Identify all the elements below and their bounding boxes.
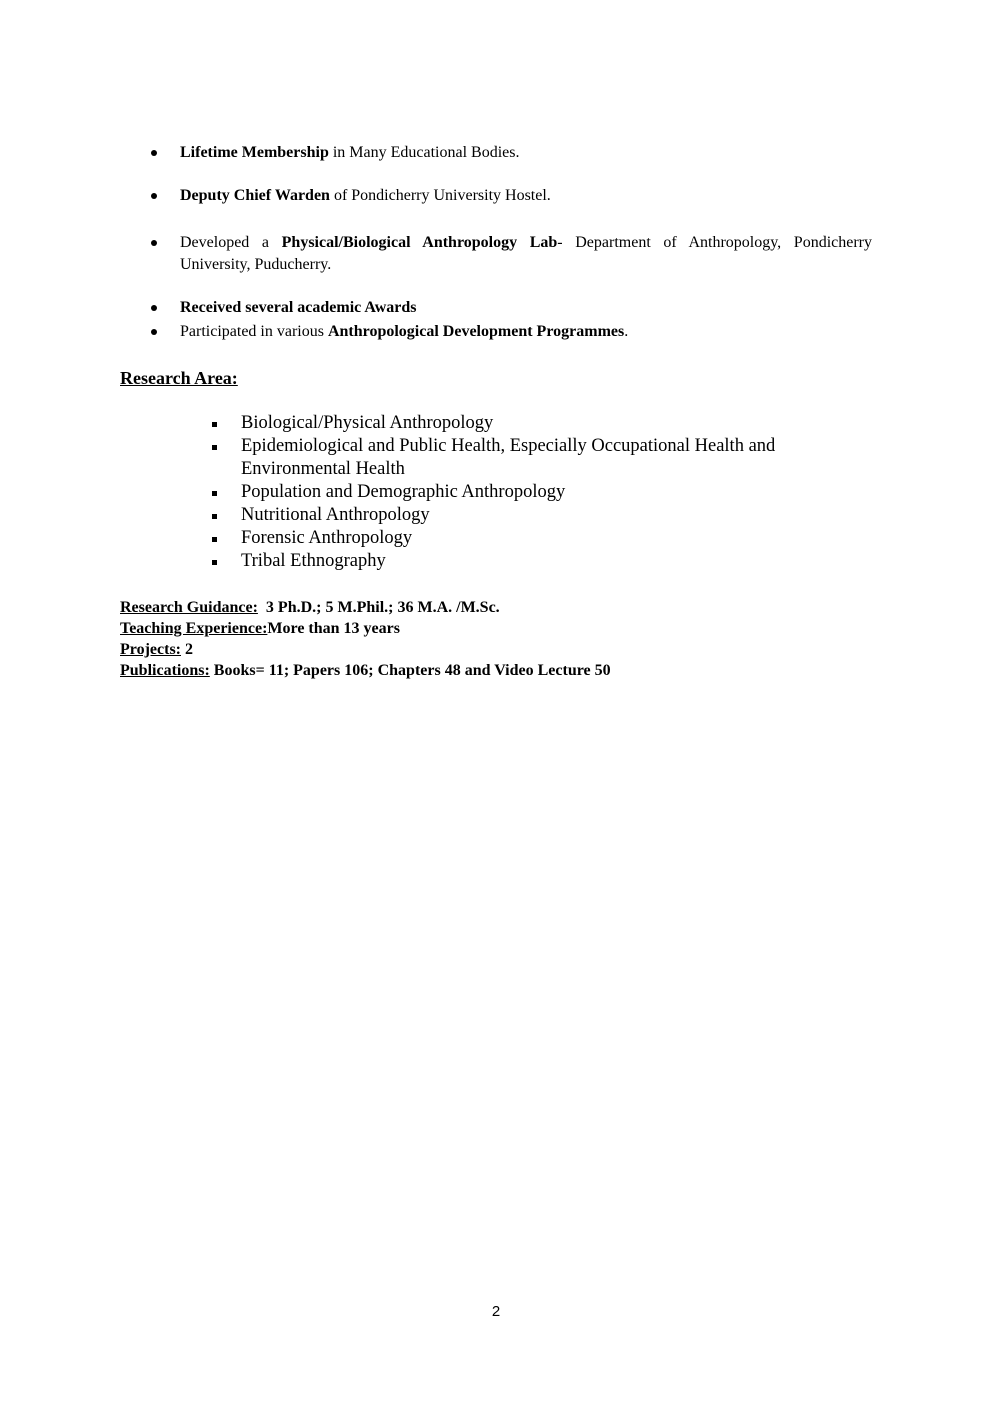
square-bullet-icon — [212, 537, 217, 542]
research-area-item-text: Biological/Physical Anthropology — [241, 413, 494, 433]
research-area-item — [211, 550, 851, 573]
list-item — [150, 142, 872, 164]
research-area-item-text: Nutritional Anthropology — [241, 505, 430, 525]
research-area-item-text: Epidemiological and Public Health, Especially Occupational Health and Environmental Health — [241, 436, 776, 479]
research-area-item-text: Tribal Ethnography — [241, 551, 386, 571]
list-item-text — [180, 232, 872, 276]
list-item-pre: Participated in various — [180, 323, 328, 340]
summary-block — [120, 597, 611, 681]
list-item-bold: Deputy Chief Warden — [180, 187, 330, 204]
square-bullet-icon — [212, 445, 217, 450]
research-area-list — [211, 412, 851, 573]
list-item — [150, 321, 872, 343]
list-item-bold: Lifetime Membership — [180, 144, 329, 161]
list-item-text — [180, 321, 872, 343]
list-item — [150, 185, 872, 207]
publications-label: Publications: — [120, 662, 210, 679]
list-item-text — [180, 185, 872, 207]
research-area-item — [211, 527, 851, 550]
list-item — [150, 232, 872, 276]
list-item-bold: Physical/Biological Anthropology Lab — [281, 234, 558, 251]
projects-value: 2 — [181, 641, 193, 658]
projects-label: Projects: — [120, 641, 181, 658]
research-area-item — [211, 412, 851, 435]
teaching-experience-value: More than 13 years — [267, 620, 400, 637]
publications-line — [120, 660, 611, 681]
publications-value: Books= 11; Papers 106; Chapters 48 and Video Lecture 50 — [209, 662, 611, 679]
research-area-heading: Research Area: — [120, 368, 238, 388]
research-area-item — [211, 481, 851, 504]
list-item-text — [180, 142, 872, 164]
research-area-item-text: Population and Demographic Anthropology — [241, 482, 566, 502]
square-bullet-icon — [212, 422, 217, 427]
list-item-rest: in Many Educational Bodies. — [328, 144, 520, 161]
list-item-pre: Developed a — [180, 234, 282, 251]
list-item-rest: . — [624, 323, 629, 340]
square-bullet-icon — [212, 491, 217, 496]
research-area-item-text: Forensic Anthropology — [241, 528, 413, 548]
research-guidance-value: 3 Ph.D.; 5 M.Phil.; 36 M.A. /M.Sc. — [257, 599, 500, 616]
projects-line — [120, 639, 611, 660]
list-item-rest: of Pondicherry University Hostel. — [329, 187, 551, 204]
research-guidance-line — [120, 597, 611, 618]
list-item-bold: Anthropological Development Programmes — [327, 323, 625, 340]
research-area-item — [211, 435, 851, 481]
list-item-bold: Received several academic Awards — [180, 299, 417, 316]
teaching-experience-line — [120, 618, 611, 639]
list-item-text — [180, 297, 872, 319]
research-area-item — [211, 504, 851, 527]
teaching-experience-label: Teaching Experience: — [120, 620, 268, 637]
list-item-rest: - Department of Anthropology, Pondicherry University, Puducherry. — [180, 234, 872, 273]
page-number: 2 — [491, 1303, 501, 1320]
square-bullet-icon — [212, 514, 217, 519]
research-guidance-label: Research Guidance: — [120, 599, 258, 616]
square-bullet-icon — [212, 560, 217, 565]
list-item — [150, 297, 872, 319]
